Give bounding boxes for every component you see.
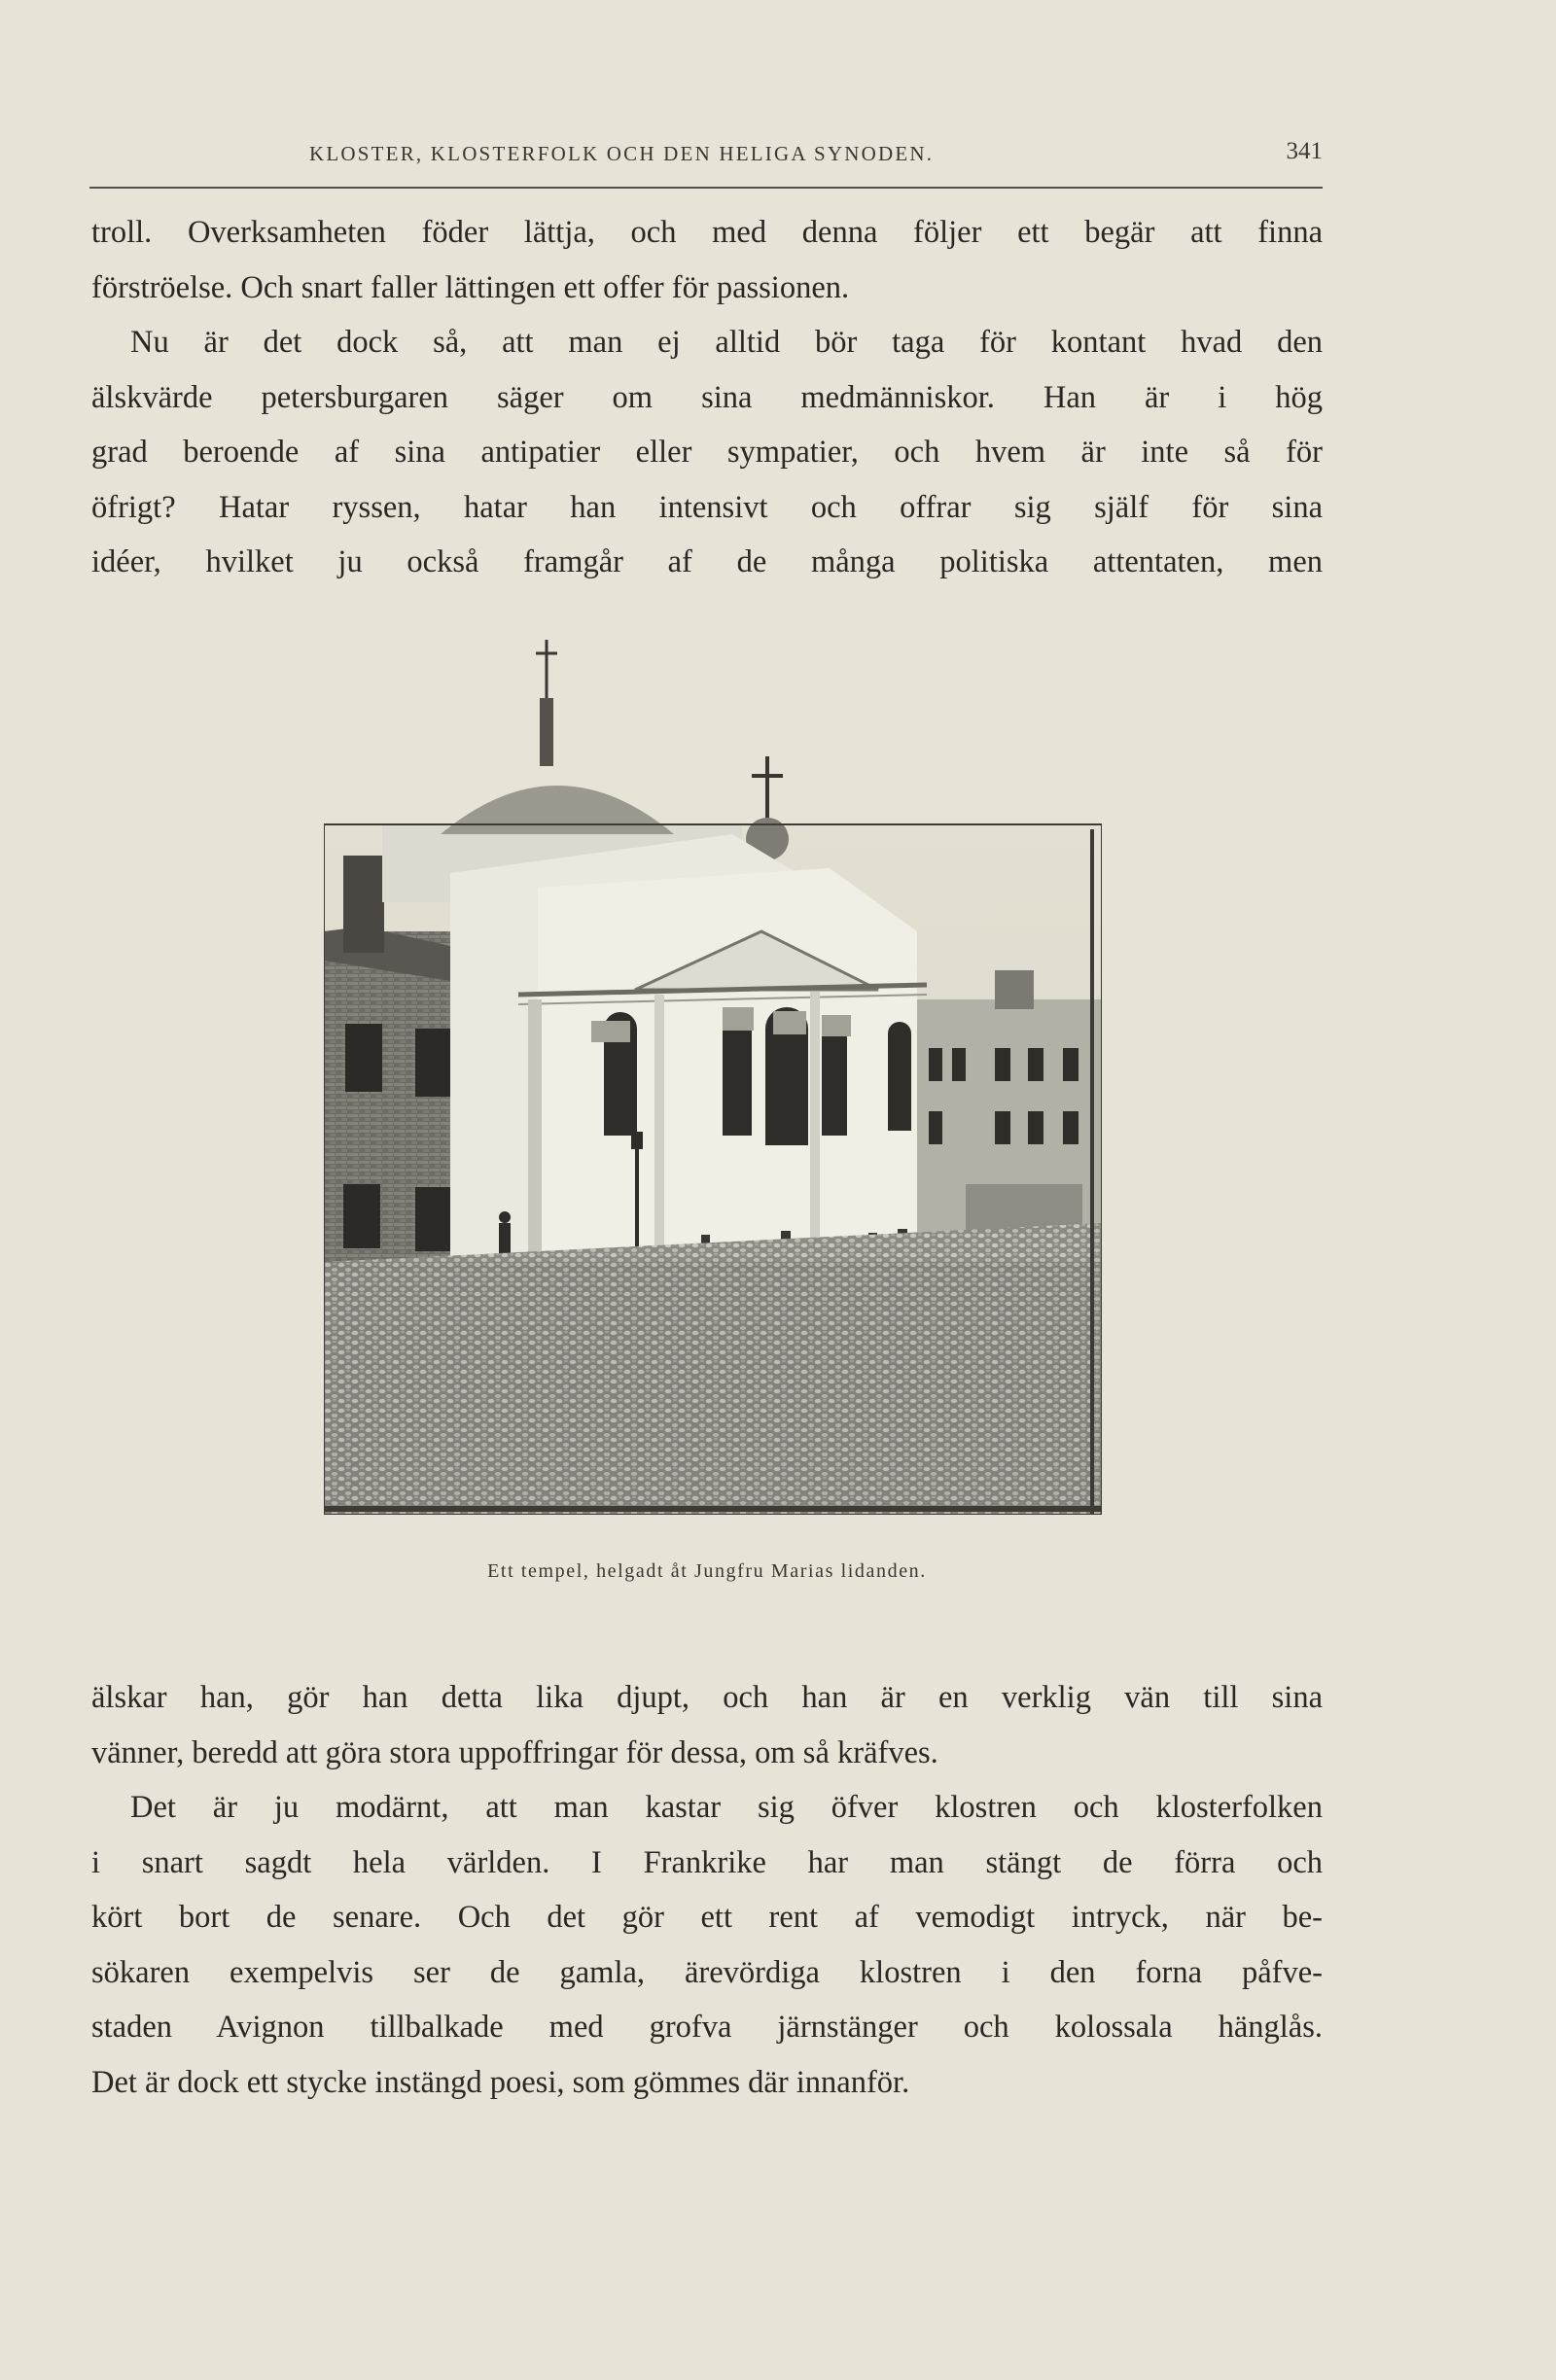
text-line: sökaren exempelvis ser de gamla, ärevördiga klostren i den forna påfve- bbox=[91, 1954, 1323, 1990]
text-line: grad beroende af sina antipatier eller sympatier, och hvem är inte så för bbox=[91, 435, 1323, 470]
text-line: i snart sagdt hela världen. I Frankrike har man stängt de förra och bbox=[91, 1844, 1323, 1880]
running-head bbox=[91, 136, 1323, 169]
page-number: 341 bbox=[1286, 138, 1323, 164]
text-line: Det är ju modärnt, att man kastar sig öfver klostren och klosterfolken bbox=[130, 1790, 1323, 1825]
header-rule bbox=[89, 187, 1323, 189]
text-line: förströelse. Och snart faller lättingen ett offer för passionen. bbox=[91, 269, 850, 305]
text-line: öfrigt? Hatar ryssen, hatar han intensivt och offrar sig själf för sina bbox=[91, 489, 1323, 525]
church-illustration bbox=[324, 640, 1102, 1515]
text-line: staden Avignon tillbalkade med grofva järnstänger och kolossala hänglås. bbox=[91, 2010, 1323, 2045]
text-line: vänner, beredd att göra stora uppoffringar för dessa, om så kräfves. bbox=[91, 1734, 938, 1770]
text-line: älskvärde petersburgaren säger om sina medmänniskor. Han är i hög bbox=[91, 379, 1323, 415]
figure-caption: Ett tempel, helgadt åt Jungfru Marias lidanden. bbox=[487, 1560, 927, 1582]
church-photograph bbox=[324, 640, 1102, 1515]
text-line: älskar han, gör han detta lika djupt, och han är en verklig vän till sina bbox=[91, 1680, 1323, 1715]
body-text-bottom bbox=[91, 1670, 1323, 2110]
running-title: KLOSTER, KLOSTERFOLK OCH DEN HELIGA SYNODEN. bbox=[309, 142, 935, 165]
text-line: Nu är det dock så, att man ej alltid bör taga för kontant hvad den bbox=[130, 325, 1323, 360]
text-line: idéer, hvilket ju också framgår af de många politiska attentaten, men bbox=[91, 544, 1323, 579]
body-text-top bbox=[91, 205, 1323, 590]
text-line: kört bort de senare. Och det gör ett rent af vemodigt intryck, när be- bbox=[91, 1900, 1323, 1935]
text-line: Det är dock ett stycke instängd poesi, som gömmes där innanför. bbox=[91, 2064, 910, 2100]
text-line: troll. Overksamheten föder lättja, och med denna följer ett begär att finna bbox=[91, 215, 1323, 250]
